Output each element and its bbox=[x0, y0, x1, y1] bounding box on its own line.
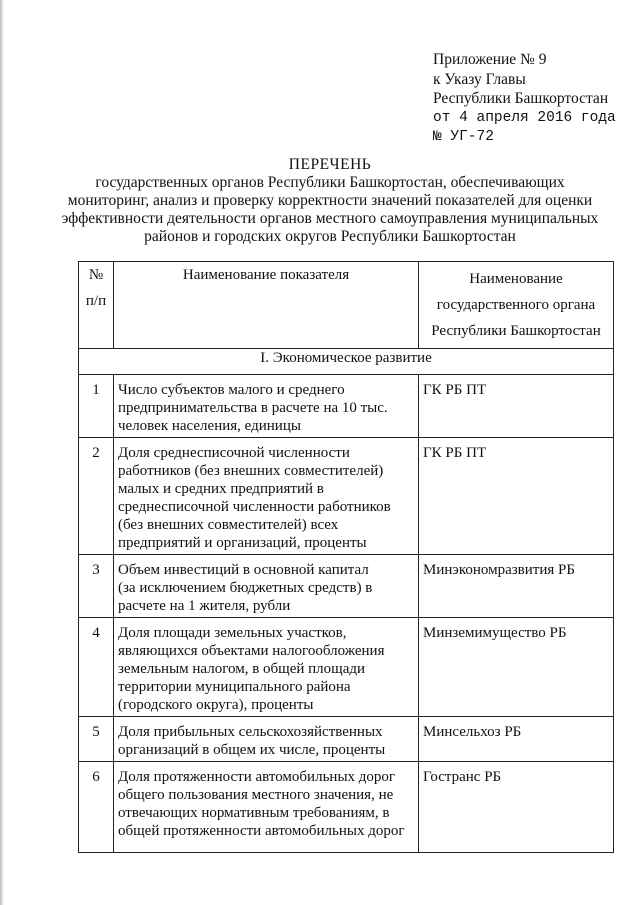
appendix-block bbox=[433, 50, 623, 148]
title-line: мониторинг, анализ и проверку корректности значений показателей для оценки bbox=[67, 192, 593, 209]
row-number: 6 bbox=[79, 762, 114, 853]
header-number-label: п/п bbox=[85, 293, 107, 309]
scan-edge bbox=[0, 0, 4, 905]
appendix-date: от 4 апреля 2016 года bbox=[433, 109, 616, 126]
table-row bbox=[79, 762, 614, 853]
table-row bbox=[79, 717, 614, 762]
title-line: эффективности деятельности органов местного самоуправления муниципальных bbox=[61, 210, 599, 227]
section-row bbox=[79, 349, 614, 375]
table-row bbox=[79, 618, 614, 717]
appendix-republic: Республики Башкортостан bbox=[433, 90, 609, 107]
header-number-sign: № bbox=[88, 267, 104, 283]
title-line: районов и городских округов Республики Башкортостан bbox=[144, 228, 516, 245]
title-line: государственных органов Республики Башкортостан, обеспечивающих bbox=[95, 174, 565, 191]
section-title: I. Экономическое развитие bbox=[79, 349, 614, 375]
header-indicator-label: Наименование показателя bbox=[182, 267, 350, 283]
indicators-table bbox=[78, 261, 614, 853]
header-authority bbox=[419, 262, 614, 349]
title-heading: ПЕРЕЧЕНЬ bbox=[288, 156, 372, 173]
table-header-row bbox=[79, 262, 614, 349]
authority-name: ГК РБ ПТ bbox=[419, 438, 614, 555]
authority-name: ГК РБ ПТ bbox=[419, 375, 614, 438]
row-number: 5 bbox=[79, 717, 114, 762]
authority-name: Минсельхоз РБ bbox=[419, 717, 614, 762]
header-indicator-name bbox=[114, 262, 419, 349]
indicator-name: Доля среднесписочной численности работников (без внешних совместителей) малых и средних предприятий в среднесписочной численности работников (без внешних совместителей) всех предприятий и организаций, проценты bbox=[114, 438, 419, 555]
row-number: 2 bbox=[79, 438, 114, 555]
header-authority-line: государственного органа bbox=[436, 297, 596, 313]
authority-name: Минземимущество РБ bbox=[419, 618, 614, 717]
row-number: 3 bbox=[79, 555, 114, 618]
authority-name: Гостранс РБ bbox=[419, 762, 614, 853]
indicator-name: Доля прибыльных сельскохозяйственных организаций в общем их числе, проценты bbox=[114, 717, 419, 762]
header-authority-line: Наименование bbox=[469, 271, 563, 287]
row-number: 1 bbox=[79, 375, 114, 438]
indicator-name: Объем инвестиций в основной капитал (за исключением бюджетных средств) в расчете на 1 жителя, рубли bbox=[114, 555, 419, 618]
row-number: 4 bbox=[79, 618, 114, 717]
indicator-name: Число субъектов малого и среднего предпринимательства в расчете на 10 тыс. человек населения, единицы bbox=[114, 375, 419, 438]
appendix-number: Приложение № 9 bbox=[433, 51, 547, 68]
document-title bbox=[30, 156, 630, 246]
header-authority-line: Республики Башкортостан bbox=[431, 323, 601, 339]
appendix-decree: к Указу Главы bbox=[433, 70, 526, 88]
authority-name: Минэкономразвития РБ bbox=[419, 555, 614, 618]
table-row bbox=[79, 375, 614, 438]
table-row bbox=[79, 438, 614, 555]
header-number bbox=[79, 262, 114, 349]
indicator-name: Доля протяженности автомобильных дорог общего пользования местного значения, не отвечающих нормативным требованиям, в общей протяженности автомобильных дорог bbox=[114, 762, 419, 853]
table-row bbox=[79, 555, 614, 618]
indicator-name: Доля площади земельных участков, являющихся объектами налогообложения земельным налогом, в общей площади территории муниципального района (городского округа), проценты bbox=[114, 618, 419, 717]
appendix-decree-number: № УГ-72 bbox=[433, 129, 494, 145]
